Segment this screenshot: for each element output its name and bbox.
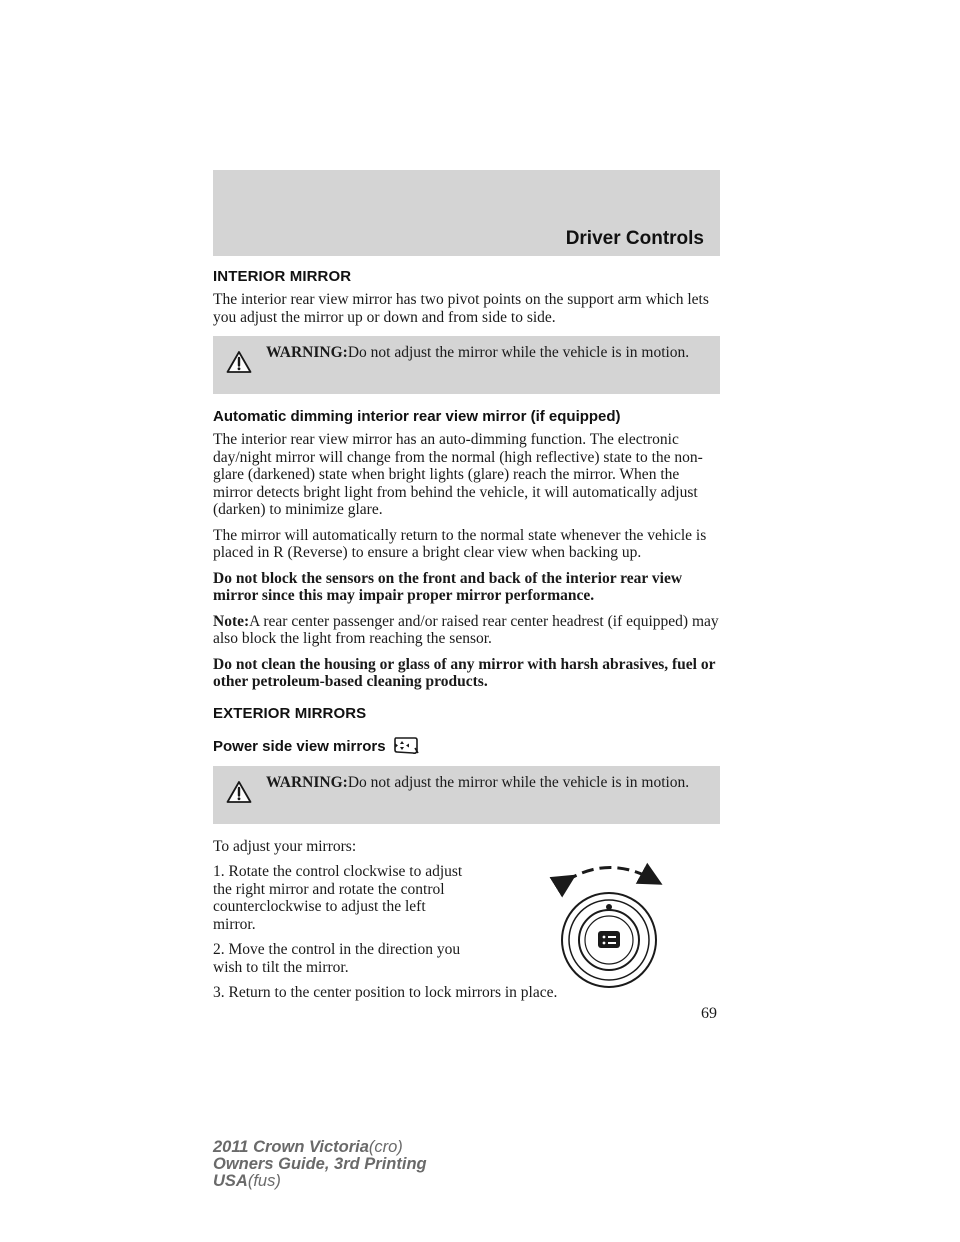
auto-dimming-paragraph-2: The mirror will automatically return to the normal state whenever the vehicle is placed in R (Reverse) to ensure a bright clear view when backing up. <box>213 526 707 561</box>
note-paragraph <box>213 613 720 648</box>
adjust-intro: To adjust your mirrors: <box>213 837 357 855</box>
auto-dimming-heading: Automatic dimming interior rear view mirror (if equipped) <box>213 408 621 425</box>
power-mirrors-subheading: Power side view mirrors <box>213 737 386 755</box>
sensor-caution: Do not block the sensors on the front and back of the interior rear view mirror since this may impair proper mirror performance. <box>213 569 683 604</box>
note-text: A rear center passenger and/or raised rear center headrest (if equipped) may also block the light from reaching the sensor. <box>213 612 719 647</box>
page-number: 69 <box>701 1005 717 1022</box>
warning-triangle-icon <box>226 350 252 374</box>
footer-print-info <box>213 1139 427 1190</box>
exterior-mirrors-heading: EXTERIOR MIRRORS <box>213 704 367 722</box>
note-label: Note: <box>213 612 250 630</box>
warning-box <box>213 336 720 394</box>
warning-label: WARNING: <box>266 344 348 361</box>
power-mirrors-subheading-row <box>213 736 720 756</box>
warning-text: Do not adjust the mirror while the vehicle is in motion. <box>347 344 690 361</box>
interior-mirror-intro: The interior rear view mirror has two pivot points on the support arm which lets you adjust the mirror up or down and from side to side. <box>213 291 709 326</box>
warning-text: Do not adjust the mirror while the vehicle is in motion. <box>347 773 690 791</box>
adjust-steps <box>213 863 720 976</box>
auto-dimming-paragraph-1: The interior rear view mirror has an auto-dimming function. The electronic day/night mirror will change from the normal (high reflective) state to the non-glare (darkened) state when bright lights (glare) reach the mirror. When the mirror detects bright light from behind the vehicle, it will automatically adjust (darken) to minimize glare. <box>213 431 703 518</box>
footer-market: USA <box>213 1172 248 1190</box>
footer-model-code: (cro) <box>368 1138 403 1156</box>
footer-guide: Owners Guide, 3rd Printing <box>213 1155 427 1173</box>
section-header-band <box>213 170 720 256</box>
page-content <box>213 268 720 1010</box>
step-1: 1. Rotate the control clockwise to adjust the right mirror and rotate the control counterclockwise to adjust the left mirror. <box>213 863 463 933</box>
power-mirror-icon <box>393 736 419 756</box>
cleaning-caution: Do not clean the housing or glass of any mirror with harsh abrasives, fuel or other petroleum-based cleaning products. <box>213 655 716 690</box>
interior-mirror-heading: INTERIOR MIRROR <box>213 268 352 285</box>
section-title: Driver Controls <box>565 228 704 249</box>
warning-box-exterior <box>213 766 720 824</box>
step-2: 2. Move the control in the direction you wish to tilt the mirror. <box>213 941 461 976</box>
warning-triangle-icon <box>226 780 252 804</box>
mirror-control-dial <box>548 857 670 989</box>
step-3: 3. Return to the center position to lock mirrors in place. <box>213 984 558 1001</box>
warning-label: WARNING: <box>266 773 348 791</box>
footer-market-code: (fus) <box>247 1172 281 1190</box>
footer-model: 2011 Crown Victoria <box>213 1138 369 1156</box>
